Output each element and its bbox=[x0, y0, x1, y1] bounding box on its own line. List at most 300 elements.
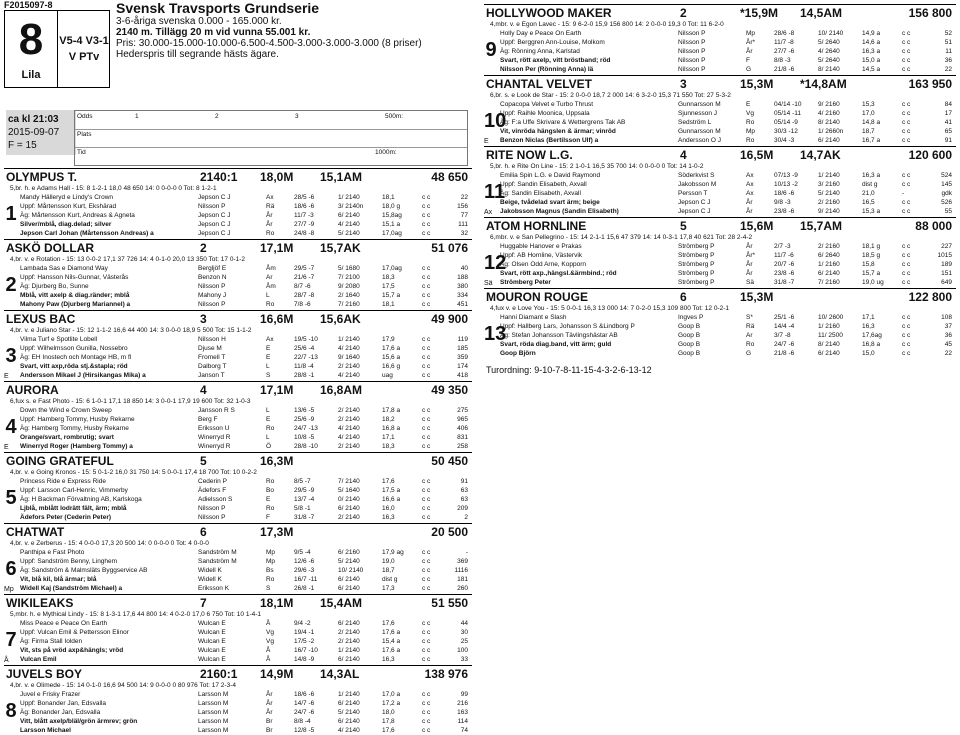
result-row bbox=[4, 495, 472, 504]
result-cell: 4/ 2140 bbox=[338, 372, 360, 379]
result-cell: c c bbox=[902, 208, 911, 215]
result-cell: Benzon Niclas (Bertilsson Ulf) a bbox=[500, 137, 599, 144]
result-cell: Andersson Mikael J (Hirsikangas Mika) a bbox=[20, 372, 146, 379]
horse-name[interactable]: OLYMPUS T. bbox=[6, 170, 77, 184]
result-cell: c c bbox=[422, 505, 431, 512]
result-cell: c c bbox=[422, 416, 431, 423]
result-cell: Mp bbox=[746, 30, 756, 37]
horse-name[interactable]: ASKÖ DOLLAR bbox=[6, 241, 94, 255]
horse-name[interactable]: JUVELS BOY bbox=[6, 667, 83, 681]
result-cell: Goop Björn bbox=[500, 350, 536, 357]
result-cell: c c bbox=[422, 203, 431, 210]
result-cell: E bbox=[266, 354, 271, 361]
horse-rows bbox=[4, 548, 472, 593]
result-cell: Jepson C J bbox=[198, 230, 231, 237]
result-cell: 25/1 -6 bbox=[774, 314, 795, 321]
result-cell: c c bbox=[902, 323, 911, 330]
result-cell: Wulcan E bbox=[198, 620, 226, 627]
horse-rows bbox=[4, 335, 472, 380]
result-row bbox=[4, 566, 472, 575]
result-cell: S bbox=[266, 372, 271, 379]
result-cell: År bbox=[266, 221, 273, 228]
result-cell: Mblå, vitt axelp & diag.ränder; mblå bbox=[20, 292, 130, 299]
result-cell: 65 bbox=[944, 128, 952, 135]
result-cell: Princess Ride e Express Ride bbox=[20, 478, 106, 485]
start-number: 7 bbox=[5, 629, 17, 651]
result-cell: Nilsson P bbox=[198, 514, 226, 521]
horse-name[interactable]: CHATWAT bbox=[6, 525, 65, 539]
result-cell: 185 bbox=[457, 345, 468, 352]
result-cell: Nilsson P bbox=[678, 66, 706, 73]
result-cell: 15,6 a bbox=[382, 354, 401, 361]
result-cell: 24/7 -6 bbox=[774, 341, 795, 348]
result-cell: 418 bbox=[457, 372, 468, 379]
horse-record: 17,1M bbox=[260, 241, 294, 255]
horse-entry bbox=[484, 217, 956, 287]
result-cell: Sedström L bbox=[678, 119, 712, 126]
result-cell: 5/ 2640 bbox=[818, 57, 840, 64]
result-row bbox=[484, 136, 956, 145]
horse-header bbox=[4, 452, 472, 468]
odds-label: Odds bbox=[77, 113, 93, 120]
result-cell: År bbox=[746, 261, 753, 268]
result-cell: 156 bbox=[457, 203, 468, 210]
horse-prize-money: 120 600 bbox=[908, 148, 952, 162]
horse-info: 5,br. h. e Adams Hall - 15: 8 1-2-1 18,0 48 650 14: 0 0-0-0 0 Tot: 8 1-2-1 bbox=[10, 185, 217, 192]
horse-entry bbox=[4, 239, 472, 309]
result-cell: 3/7 -8 bbox=[774, 332, 791, 339]
horse-rows bbox=[484, 242, 956, 287]
result-cell: 526 bbox=[941, 199, 952, 206]
result-cell: Gunnarsson M bbox=[678, 101, 721, 108]
result-cell: 258 bbox=[457, 443, 468, 450]
horse-rows bbox=[4, 406, 472, 451]
result-cell: Goop B bbox=[678, 350, 701, 357]
result-cell: Berg F bbox=[198, 416, 218, 423]
result-cell: c c bbox=[422, 372, 431, 379]
result-cell: Persson T bbox=[678, 190, 708, 197]
result-cell: 163 bbox=[457, 709, 468, 716]
result-cell: 19/4 -1 bbox=[294, 629, 315, 636]
race-number: 8 bbox=[18, 15, 44, 64]
result-cell: L bbox=[266, 292, 270, 299]
result-cell: Nilsson P bbox=[678, 48, 706, 55]
result-cell: Vg bbox=[266, 629, 274, 636]
result-cell: 30 bbox=[460, 629, 468, 636]
result-cell: 19,0 bbox=[382, 558, 395, 565]
result-cell: Äg: EH Inostech och Montage HB, m fl bbox=[20, 354, 132, 361]
horse-record: 17,1M bbox=[260, 383, 294, 397]
result-cell: 8/ 2140 bbox=[818, 66, 840, 73]
result-cell: Ro bbox=[266, 230, 275, 237]
result-cell: Gunnarsson M bbox=[678, 128, 721, 135]
horse-start: 2 bbox=[200, 241, 207, 255]
result-cell: 17,1 bbox=[862, 314, 875, 321]
result-cell: Strömberg P bbox=[678, 270, 715, 277]
result-cell: 33 bbox=[460, 656, 468, 663]
result-cell: 18,1 bbox=[382, 301, 395, 308]
result-cell: c c bbox=[902, 66, 911, 73]
left-column bbox=[4, 0, 472, 734]
result-cell: Goop B bbox=[678, 341, 701, 348]
horse-rows bbox=[4, 264, 472, 309]
result-cell: Strömberg P bbox=[678, 243, 715, 250]
result-cell: 17,6 a bbox=[382, 629, 401, 636]
result-row bbox=[484, 109, 956, 118]
result-row bbox=[484, 313, 956, 322]
result-cell: 14,9 a bbox=[862, 30, 881, 37]
result-cell: 1/ 2140 bbox=[338, 336, 360, 343]
result-cell: 18,2 bbox=[382, 416, 395, 423]
race-number-box bbox=[4, 10, 110, 88]
horse-rows bbox=[4, 477, 472, 522]
result-cell: c c bbox=[902, 101, 911, 108]
horse-info: 5,mbr. h. e Mythical Lindy - 15: 8 1-3-1 17,6 44 800 14: 4 0-2-0 17,0 6 750 Tot: 10 1-4-1 bbox=[10, 611, 262, 618]
result-cell: 22 bbox=[944, 350, 952, 357]
result-cell: 25/6 -9 bbox=[294, 416, 315, 423]
result-cell: 649 bbox=[941, 279, 952, 286]
result-cell: 100 bbox=[457, 647, 468, 654]
result-row bbox=[4, 415, 472, 424]
result-cell: 24/8 -8 bbox=[294, 230, 315, 237]
result-cell: 7/ 2160 bbox=[338, 301, 360, 308]
result-row bbox=[484, 349, 956, 358]
result-cell: Juvel e Frisky Frazer bbox=[20, 691, 81, 698]
result-cell: 19/5 -10 bbox=[294, 336, 318, 343]
result-cell: 6/ 2140 bbox=[338, 718, 360, 725]
result-cell: 174 bbox=[457, 363, 468, 370]
result-cell: c c bbox=[422, 567, 431, 574]
result-cell: Uppf: Vulcan Emil & Pettersson Elinor bbox=[20, 629, 129, 636]
result-cell: 16,3 bbox=[862, 323, 875, 330]
result-row bbox=[4, 717, 472, 726]
result-row bbox=[4, 406, 472, 415]
result-cell: Uppf: Mårtensson Kurt, Ekshärad bbox=[20, 203, 117, 210]
horse-name[interactable]: AURORA bbox=[6, 383, 59, 397]
result-row bbox=[484, 38, 956, 47]
result-cell: Mahony Paw (Djurberg Mariannel) a bbox=[20, 301, 131, 308]
result-row bbox=[4, 202, 472, 211]
result-row bbox=[4, 442, 472, 451]
horse-info: 4,br. v. e Rotation - 15: 13 0-0-2 17,1 37 726 14: 4 0-1-0 20,0 13 350 Tot: 17 0-1-2 bbox=[10, 256, 246, 263]
result-cell: Ax bbox=[266, 336, 274, 343]
result-cell: 36 bbox=[944, 332, 952, 339]
result-cell: c c bbox=[422, 292, 431, 299]
horse-name[interactable]: MOURON ROUGE bbox=[486, 290, 588, 304]
result-row bbox=[4, 371, 472, 380]
result-cell: dist g bbox=[382, 576, 398, 583]
horse-header bbox=[4, 239, 472, 255]
horse-name[interactable]: WIKILEAKS bbox=[6, 596, 74, 610]
result-cell: 14/8 -9 bbox=[294, 656, 315, 663]
result-cell: 16,3 a bbox=[862, 48, 881, 55]
result-cell: 359 bbox=[457, 354, 468, 361]
horse-info: 4,mbr. v. e Egon Lavec - 15: 9 6-2-0 15,9 156 800 14: 2 0-0-0 19,3 0 Tot: 11 6-2-0 bbox=[490, 21, 724, 28]
result-cell: 17,6 bbox=[382, 478, 395, 485]
result-cell: 17,5 bbox=[382, 283, 395, 290]
horse-header bbox=[484, 75, 956, 91]
result-row bbox=[4, 291, 472, 300]
result-cell: uag bbox=[382, 372, 393, 379]
horse-prize-money: 163 950 bbox=[908, 77, 952, 91]
result-cell: 5/ 1680 bbox=[338, 265, 360, 272]
result-cell: Larsson Michael bbox=[20, 727, 71, 734]
result-cell: 18,3 bbox=[382, 443, 395, 450]
result-cell: 6/ 2140 bbox=[818, 350, 840, 357]
result-row bbox=[4, 504, 472, 513]
horse-name[interactable]: LEXUS BAC bbox=[6, 312, 76, 326]
result-cell: Janson T bbox=[198, 372, 225, 379]
result-cell: 181 bbox=[457, 576, 468, 583]
race-condition: 2140 m. Tillägg 20 m vid vunna 55.001 kr. bbox=[116, 27, 311, 38]
result-row bbox=[4, 726, 472, 735]
result-cell: 114 bbox=[457, 718, 468, 725]
result-cell: 17,6 a bbox=[382, 647, 401, 654]
result-cell: Ingves P bbox=[678, 314, 704, 321]
result-cell: c c bbox=[422, 558, 431, 565]
result-cell: Nilsson P bbox=[678, 39, 706, 46]
result-cell: Uppf: Hamberg Tommy, Husby Rekarne bbox=[20, 416, 135, 423]
result-cell: Åm bbox=[266, 283, 276, 290]
horse-info: 4,br. v. e Juliano Star - 15: 12 1-1-2 16,6 44 400 14: 3 0-0-0 18,9 5 500 Tot: 15 1-1-2 bbox=[10, 327, 252, 334]
result-cell: dist g bbox=[862, 181, 878, 188]
divider bbox=[57, 11, 58, 87]
start-number: 9 bbox=[485, 39, 497, 61]
horse-prize-money: 88 000 bbox=[915, 219, 952, 233]
result-cell: 16,8 a bbox=[862, 341, 881, 348]
result-cell: 15,3 bbox=[862, 101, 875, 108]
result-cell: 1/ 2160 bbox=[818, 261, 840, 268]
result-cell: 28/8 -10 bbox=[294, 443, 318, 450]
result-cell: c c bbox=[422, 700, 431, 707]
result-cell: Larsson M bbox=[198, 691, 229, 698]
result-cell: Br bbox=[266, 727, 273, 734]
result-cell: c c bbox=[902, 279, 911, 286]
result-cell: c c bbox=[902, 39, 911, 46]
result-cell: c c bbox=[902, 181, 911, 188]
result-cell: 16,5 bbox=[862, 199, 875, 206]
result-row bbox=[484, 251, 956, 260]
result-cell: c c bbox=[422, 434, 431, 441]
result-cell: Jepson Carl Johan (Mårtensson Andreas) a bbox=[20, 230, 154, 237]
result-cell: Sandström M bbox=[198, 549, 237, 556]
result-cell: 15,3 a bbox=[862, 208, 881, 215]
result-row bbox=[4, 690, 472, 699]
result-cell: 13/6 -5 bbox=[294, 407, 315, 414]
result-cell: 8/5 -7 bbox=[294, 478, 311, 485]
result-cell: 8/8 -3 bbox=[774, 57, 791, 64]
result-cell: 12/8 -5 bbox=[294, 727, 315, 734]
result-row bbox=[484, 180, 956, 189]
horse-name[interactable]: CHANTAL VELVET bbox=[486, 77, 593, 91]
horse-record-auto: 14,3AL bbox=[320, 667, 360, 681]
result-row bbox=[484, 340, 956, 349]
result-cell: Cederin P bbox=[198, 478, 227, 485]
horse-name[interactable]: HOLLYWOOD MAKER bbox=[486, 6, 612, 20]
result-cell: 406 bbox=[457, 425, 468, 432]
result-cell: 24/7 -6 bbox=[294, 709, 315, 716]
horse-start: 4 bbox=[200, 383, 207, 397]
result-cell: Ax bbox=[266, 194, 274, 201]
horse-prize-money: 122 800 bbox=[908, 290, 952, 304]
result-cell: Ro bbox=[746, 341, 755, 348]
race-condition: Hederspris till segrande hästs ägare. bbox=[116, 49, 279, 60]
game-type-v5: V5-4 V3-1 bbox=[59, 35, 109, 47]
result-row bbox=[484, 331, 956, 340]
horse-record: 17,3M bbox=[260, 525, 294, 539]
result-cell: Mandy Hälleryd e Lindy's Crown bbox=[20, 194, 114, 201]
result-cell: 2/ 2140 bbox=[338, 638, 360, 645]
result-cell: 74 bbox=[460, 727, 468, 734]
horse-prize-money: 51 550 bbox=[431, 596, 468, 610]
result-cell: Ro bbox=[266, 425, 275, 432]
result-cell: Äg: Sandin Elisabeth, Axvall bbox=[500, 190, 581, 197]
result-cell: 15,4 a bbox=[382, 638, 401, 645]
result-cell: 18,5 g bbox=[862, 252, 881, 259]
result-cell: 28/5 -6 bbox=[294, 194, 315, 201]
result-cell: 21,0 bbox=[862, 190, 875, 197]
result-cell: Sä bbox=[746, 279, 754, 286]
horse-record-auto: 16,8AM bbox=[320, 383, 363, 397]
result-cell: c c bbox=[422, 212, 431, 219]
result-cell: Ädefors F bbox=[198, 487, 227, 494]
result-cell: 16,7 a bbox=[862, 137, 881, 144]
start-number: 4 bbox=[5, 416, 17, 438]
horse-rows bbox=[484, 100, 956, 145]
result-cell: 17,1 bbox=[382, 434, 395, 441]
horse-start: 5 bbox=[200, 454, 207, 468]
result-cell: Ro bbox=[266, 478, 275, 485]
result-cell: Wulcan E bbox=[198, 656, 226, 663]
horse-name[interactable]: ATOM HORNLINE bbox=[486, 219, 587, 233]
result-cell: År bbox=[746, 48, 753, 55]
result-cell: G bbox=[746, 350, 752, 357]
result-cell: c c bbox=[422, 407, 431, 414]
result-cell: 16,3 a bbox=[862, 172, 881, 179]
result-cell: 1/ 2140 bbox=[338, 194, 360, 201]
result-cell: 10/8 -5 bbox=[294, 434, 315, 441]
result-cell: 31/8 -7 bbox=[294, 514, 315, 521]
start-mark: Å bbox=[4, 657, 9, 664]
horse-start: 2160:1 bbox=[200, 667, 238, 681]
odds-row bbox=[75, 147, 467, 165]
start-time: ca kl 21:03 bbox=[8, 114, 59, 125]
result-cell: c c bbox=[422, 629, 431, 636]
result-cell: Ax bbox=[746, 181, 754, 188]
result-cell: E bbox=[266, 416, 271, 423]
result-cell: 1/ 2160 bbox=[818, 323, 840, 330]
result-cell: E bbox=[746, 101, 751, 108]
result-cell: Åm bbox=[266, 265, 276, 272]
result-cell: 18,1 bbox=[382, 194, 395, 201]
start-mark: Ax bbox=[484, 209, 493, 216]
result-cell: Jepson C J bbox=[198, 221, 231, 228]
result-cell: c c bbox=[422, 549, 431, 556]
result-cell: c c bbox=[902, 128, 911, 135]
result-cell: Vulcan Emil bbox=[20, 656, 57, 663]
result-cell: Ädefors Peter (Cederin Peter) bbox=[20, 514, 112, 521]
race-color: Lila bbox=[21, 69, 41, 81]
result-cell: Huggable Hanover e Prakas bbox=[500, 243, 582, 250]
result-cell: 17,6 a bbox=[382, 345, 401, 352]
result-cell: Nilsson P bbox=[198, 301, 226, 308]
horse-rows bbox=[4, 193, 472, 238]
result-cell: Vit, sts på vröd axp&hängls; vröd bbox=[20, 647, 124, 654]
result-cell: Ro bbox=[266, 576, 275, 583]
result-row bbox=[484, 198, 956, 207]
result-cell: Jepson C J bbox=[678, 208, 711, 215]
result-cell: Eriksson U bbox=[198, 425, 230, 432]
result-cell: Strömberg P bbox=[678, 279, 715, 286]
horse-record: 18,0M bbox=[260, 170, 294, 184]
result-row bbox=[484, 47, 956, 56]
result-cell: Copacopa Velvet e Turbo Thrust bbox=[500, 101, 594, 108]
result-cell: 17,5 a bbox=[382, 487, 401, 494]
result-cell: Down the Wind e Crown Sweep bbox=[20, 407, 112, 414]
horse-info: 5,br. h. e Rite On Line - 15: 2 1-0-1 16,5 35 700 14: 0 0-0-0 0 Tot: 14 1-0-2 bbox=[490, 163, 704, 170]
result-cell: 275 bbox=[457, 407, 468, 414]
result-cell: Emilia Spin L.G. e David Raymond bbox=[500, 172, 601, 179]
result-cell: 31/8 -7 bbox=[774, 279, 795, 286]
horse-start: 3 bbox=[680, 77, 687, 91]
result-cell: Mahony J bbox=[198, 292, 227, 299]
odds-label: Plats bbox=[77, 131, 92, 138]
horse-record-auto: 14,5AM bbox=[800, 6, 843, 20]
result-cell: Uppf: Larsson Carl-Henric, Vimmerby bbox=[20, 487, 128, 494]
horse-header bbox=[484, 217, 956, 233]
result-cell: 111 bbox=[458, 221, 468, 228]
horse-name[interactable]: GOING GRATEFUL bbox=[6, 454, 114, 468]
result-cell: Äg: Stefan Johansson Tävlingshästar AB bbox=[500, 332, 618, 339]
result-cell: 6/ 2640 bbox=[818, 252, 840, 259]
result-cell: Ar bbox=[746, 332, 753, 339]
result-cell: År bbox=[746, 208, 753, 215]
document-id: F2015097-8 bbox=[4, 0, 53, 10]
result-cell: 14/7 -6 bbox=[294, 700, 315, 707]
result-cell: Svart, rött axelp, vitt bröstband; röd bbox=[500, 57, 611, 64]
horse-record: 14,9M bbox=[260, 667, 294, 681]
result-cell: Jepson C J bbox=[198, 212, 231, 219]
result-cell: c c bbox=[902, 332, 911, 339]
result-cell: 11/7 -3 bbox=[294, 212, 314, 219]
horse-record-auto: *14,8AM bbox=[800, 77, 847, 91]
result-cell: Ljblå, mblått lodrätt fält, ärm; mblå bbox=[20, 505, 127, 512]
horse-entry bbox=[484, 4, 956, 74]
horse-start: 2140:1 bbox=[200, 170, 238, 184]
result-cell: Wulcan E bbox=[198, 647, 226, 654]
result-cell: Panthipa e Fast Photo bbox=[20, 549, 85, 556]
result-cell: Holly Day e Peace On Earth bbox=[500, 30, 582, 37]
result-cell: Uppf: Bonander Jan, Edsvalla bbox=[20, 700, 106, 707]
result-cell: 4/ 2640 bbox=[818, 48, 840, 55]
horse-prize-money: 51 076 bbox=[431, 241, 468, 255]
result-cell: c c bbox=[422, 585, 431, 592]
result-cell: 16,0 bbox=[382, 505, 395, 512]
result-row bbox=[484, 171, 956, 180]
result-cell: c c bbox=[422, 691, 431, 698]
horse-name[interactable]: RITE NOW L.G. bbox=[486, 148, 573, 162]
result-cell: Äg: Firma Stall Iolden bbox=[20, 638, 83, 645]
horse-record: 15,3M bbox=[740, 290, 774, 304]
result-cell: F bbox=[266, 514, 270, 521]
result-cell: 18/6 -6 bbox=[294, 203, 315, 210]
result-cell: 10/ 2600 bbox=[818, 314, 844, 321]
result-cell: Ax bbox=[746, 190, 754, 197]
horse-record-auto: 15,4AM bbox=[320, 596, 363, 610]
result-row bbox=[484, 278, 956, 287]
result-row bbox=[4, 699, 472, 708]
result-cell: Wulcan E bbox=[198, 638, 226, 645]
